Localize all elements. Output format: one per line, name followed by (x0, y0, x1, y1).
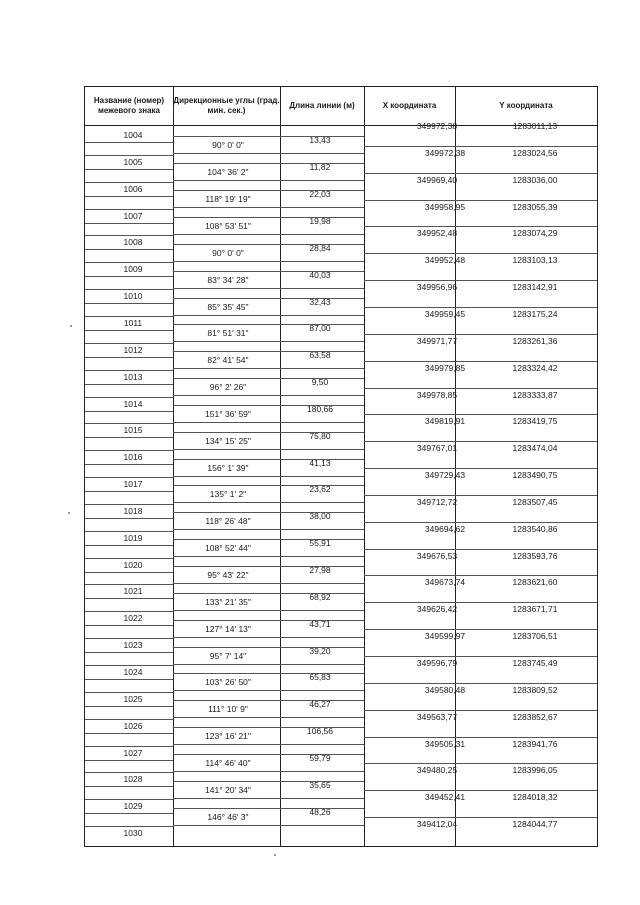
row-divider (85, 625, 173, 626)
row-divider (85, 772, 173, 773)
scan-speck (68, 512, 70, 514)
row-divider (173, 244, 364, 245)
row-divider (85, 209, 173, 210)
row-divider (173, 664, 364, 665)
row-divider (173, 529, 364, 530)
line-length: 38,00 (309, 511, 331, 522)
row-divider (364, 522, 597, 523)
row-divider (364, 253, 597, 254)
x-coordinate: 349767,01 (416, 443, 458, 454)
row-divider (173, 449, 364, 450)
direction-angle: 104° 36' 2" (207, 167, 249, 178)
point-name: 1022 (123, 613, 143, 624)
row-divider (85, 504, 173, 505)
row-divider (173, 432, 364, 433)
line-length: 19,98 (309, 215, 331, 226)
y-coordinate: 1283011,13 (512, 121, 558, 131)
point-name: 1008 (123, 237, 143, 248)
point-name: 1025 (123, 693, 143, 704)
y-coordinate: 1283490,75 (512, 470, 558, 481)
y-coordinate: 1283996,05 (512, 765, 558, 776)
header-length: Длина линии (м) (289, 101, 355, 110)
row-divider (85, 665, 173, 666)
row-divider (85, 289, 173, 290)
scan-speck (70, 325, 72, 327)
y-coordinate: 1283333,87 (512, 389, 558, 400)
x-coordinate: 349580,48 (424, 684, 466, 695)
point-name: 1016 (123, 452, 143, 463)
y-coordinate: 1283175,24 (512, 308, 558, 319)
row-divider (173, 556, 364, 557)
y-coordinate: 1283745,49 (512, 658, 558, 668)
row-divider (364, 146, 597, 147)
point-name: 1011 (123, 317, 143, 328)
direction-angle: 141° 20' 34" (205, 784, 251, 795)
point-name: 1020 (123, 559, 143, 570)
y-coordinate: 1283671,71 (512, 604, 558, 615)
x-coordinate: 349979,85 (424, 362, 466, 373)
row-divider (173, 261, 364, 262)
direction-angle: 103° 26' 50" (205, 677, 251, 688)
row-divider (173, 744, 364, 745)
row-divider (85, 397, 173, 398)
point-name: 1004 (123, 130, 143, 140)
y-coordinate: 1283036,00 (512, 174, 558, 185)
line-length: 59,79 (309, 752, 331, 763)
row-divider (173, 673, 364, 674)
line-length: 9,50 (311, 377, 329, 388)
point-name: 1014 (123, 398, 143, 409)
row-divider (85, 384, 173, 385)
row-divider (85, 813, 173, 814)
row-divider (364, 361, 597, 362)
x-coordinate: 349729,43 (424, 470, 466, 481)
row-divider (173, 271, 364, 272)
direction-angle: 81° 51' 31" (207, 328, 249, 339)
row-divider (85, 223, 173, 224)
direction-angle: 90° 0' 0" (212, 140, 244, 151)
row-divider (173, 368, 364, 369)
y-coordinate: 1283540,86 (512, 523, 558, 534)
row-divider (85, 142, 173, 143)
row-divider (85, 411, 173, 412)
row-divider (173, 485, 364, 486)
row-divider (173, 637, 364, 638)
row-divider (85, 826, 173, 827)
row-divider (173, 700, 364, 701)
row-divider (85, 692, 173, 693)
row-divider (173, 351, 364, 352)
row-divider (173, 217, 364, 218)
row-divider (173, 190, 364, 191)
x-coordinate: 349412,04 (416, 819, 458, 830)
row-divider (173, 298, 364, 299)
row-divider (173, 315, 364, 316)
x-coordinate: 349978,85 (416, 389, 458, 400)
point-name: 1027 (123, 747, 143, 758)
y-coordinate: 1283941,76 (512, 738, 558, 749)
row-divider (85, 464, 173, 465)
direction-angle: 135° 1' 2" (209, 489, 247, 500)
line-length: 48,26 (309, 806, 331, 817)
row-divider (173, 566, 364, 567)
x-coordinate: 349959,45 (424, 308, 466, 319)
y-coordinate: 1283142,91 (512, 282, 558, 293)
row-divider (85, 357, 173, 358)
row-divider (173, 808, 364, 809)
header-x: X координата (382, 101, 437, 110)
x-coordinate: 349505,31 (424, 738, 466, 749)
y-coordinate: 1284018,32 (512, 792, 558, 803)
direction-angle: 134° 15' 25" (205, 435, 251, 446)
row-divider (364, 200, 597, 201)
y-coordinate: 1283103,13 (512, 255, 558, 266)
direction-angle: 133° 21' 35" (205, 596, 251, 607)
direction-angle: 111° 10' 9" (208, 704, 248, 715)
row-divider (85, 558, 173, 559)
x-coordinate: 349673,74 (424, 577, 466, 588)
point-name: 1021 (123, 586, 143, 597)
direction-angle: 118° 26' 48" (205, 516, 251, 527)
row-divider (364, 549, 597, 550)
row-divider (85, 316, 173, 317)
row-divider (85, 196, 173, 197)
line-length: 35,65 (309, 779, 331, 790)
direction-angle: 96° 2' 26" (209, 382, 247, 393)
line-length: 87,00 (309, 323, 331, 334)
line-length: 22,03 (309, 189, 331, 200)
row-divider (364, 710, 597, 711)
point-name: 1009 (123, 264, 143, 275)
direction-angle: 95° 43' 22" (207, 570, 249, 581)
row-divider (85, 235, 173, 236)
row-divider (173, 690, 364, 691)
y-coordinate: 1283706,51 (512, 631, 558, 642)
row-divider (85, 303, 173, 304)
row-divider (173, 583, 364, 584)
point-name: 1026 (123, 720, 143, 731)
row-divider (173, 324, 364, 325)
direction-angle: 146° 46' 3" (207, 811, 249, 822)
y-coordinate: 1283261,36 (512, 335, 558, 346)
row-divider (364, 441, 597, 442)
x-coordinate: 349956,96 (416, 282, 458, 293)
row-divider (85, 531, 173, 532)
row-divider (173, 771, 364, 772)
row-divider (173, 163, 364, 164)
line-length: 55,91 (309, 538, 331, 549)
point-name: 1007 (123, 210, 143, 221)
y-coordinate: 1283055,39 (512, 201, 558, 212)
y-coordinate: 1283419,75 (512, 416, 558, 427)
row-divider (364, 790, 597, 791)
x-coordinate: 349952,48 (416, 228, 458, 239)
point-name: 1018 (123, 505, 143, 516)
row-divider (173, 825, 364, 826)
row-divider (173, 395, 364, 396)
direction-angle: 83° 34' 28" (207, 274, 249, 285)
point-name: 1012 (123, 344, 143, 355)
boundary-coordinates-table (84, 86, 598, 847)
row-divider (173, 378, 364, 379)
row-divider (85, 330, 173, 331)
point-name: 1019 (123, 532, 143, 543)
row-divider (85, 799, 173, 800)
y-coordinate: 1283474,04 (512, 443, 558, 454)
row-divider (364, 468, 597, 469)
row-divider (85, 370, 173, 371)
point-name: 1005 (123, 156, 143, 167)
row-divider (85, 450, 173, 451)
x-coordinate: 349971,77 (416, 335, 458, 346)
scan-speck (274, 854, 276, 856)
row-divider (173, 207, 364, 208)
row-divider (364, 737, 597, 738)
direction-angle: 90° 0' 0" (212, 247, 244, 258)
header-y: Y координата (499, 101, 553, 110)
x-coordinate: 349596,79 (416, 658, 458, 668)
row-divider (85, 262, 173, 263)
row-divider (173, 405, 364, 406)
row-divider (85, 611, 173, 612)
header-angle: Дирекционные углы (град. мин. сек.) (173, 96, 280, 115)
row-divider (85, 679, 173, 680)
row-divider (173, 502, 364, 503)
row-divider (85, 518, 173, 519)
row-divider (173, 180, 364, 181)
row-divider (173, 727, 364, 728)
row-divider (85, 343, 173, 344)
y-coordinate: 1283852,67 (512, 711, 558, 722)
row-divider (173, 288, 364, 289)
y-coordinate: 1283593,76 (512, 550, 558, 561)
row-divider (173, 717, 364, 718)
row-divider (85, 437, 173, 438)
line-length: 65,83 (309, 672, 331, 683)
row-divider (85, 572, 173, 573)
direction-angle: 118° 19' 19" (205, 194, 251, 205)
x-coordinate: 349452,41 (424, 792, 466, 803)
row-divider (85, 598, 173, 599)
row-divider (173, 647, 364, 648)
x-coordinate: 349972,38 (424, 147, 466, 158)
row-divider (85, 706, 173, 707)
direction-angle: 151° 36' 59" (205, 408, 251, 419)
row-divider (364, 280, 597, 281)
row-divider (85, 155, 173, 156)
y-coordinate: 1283809,52 (512, 684, 558, 695)
row-divider (85, 182, 173, 183)
row-divider (364, 388, 597, 389)
row-divider (364, 173, 597, 174)
row-divider (364, 817, 597, 818)
point-name: 1015 (123, 425, 143, 436)
y-coordinate: 1283324,42 (512, 362, 558, 373)
row-divider (85, 169, 173, 170)
x-coordinate: 349480,25 (416, 765, 458, 776)
row-divider (85, 249, 173, 250)
point-name: 1030 (123, 828, 143, 839)
row-divider (173, 798, 364, 799)
y-coordinate: 1283621,60 (512, 577, 558, 588)
row-divider (364, 602, 597, 603)
line-length: 180,66 (307, 403, 333, 414)
row-divider (173, 754, 364, 755)
x-coordinate: 349958,95 (424, 201, 466, 212)
direction-angle: 108° 52' 44" (205, 543, 251, 554)
row-divider (364, 575, 597, 576)
row-divider (364, 226, 597, 227)
x-coordinate: 349712,72 (416, 496, 458, 507)
y-coordinate: 1284044,77 (512, 819, 558, 830)
line-length: 41,13 (309, 457, 331, 468)
line-length: 32,43 (309, 296, 331, 307)
point-name: 1028 (123, 774, 143, 785)
x-coordinate: 349626,42 (416, 604, 458, 615)
x-coordinate: 349563,77 (416, 711, 458, 722)
line-length: 43,71 (309, 618, 331, 629)
row-divider (173, 476, 364, 477)
line-length: 27,98 (309, 565, 331, 576)
header-name: Название (номер) межевого знака (93, 96, 165, 115)
row-divider (85, 746, 173, 747)
row-divider (85, 276, 173, 277)
direction-angle: 108° 53' 51" (205, 220, 251, 231)
row-divider (173, 459, 364, 460)
row-divider (85, 733, 173, 734)
row-divider (85, 719, 173, 720)
point-name: 1017 (123, 479, 143, 490)
line-length: 106,56 (307, 726, 333, 737)
direction-angle: 95° 7' 14" (209, 650, 247, 661)
y-coordinate: 1283024,56 (512, 147, 558, 158)
point-name: 1023 (123, 640, 143, 651)
y-coordinate: 1283074,29 (512, 228, 558, 239)
row-divider (173, 781, 364, 782)
line-length: 23,62 (309, 484, 331, 495)
row-divider (85, 652, 173, 653)
row-divider (173, 341, 364, 342)
row-divider (173, 610, 364, 611)
line-length: 75,80 (309, 430, 331, 441)
x-coordinate: 349972,38 (416, 121, 458, 131)
row-divider (173, 539, 364, 540)
row-divider (364, 763, 597, 764)
x-coordinate: 349599,97 (424, 631, 466, 642)
row-divider (85, 545, 173, 546)
line-length: 68,92 (309, 591, 331, 602)
direction-angle: 85° 35' 45" (207, 301, 249, 312)
row-divider (173, 234, 364, 235)
x-coordinate: 349819,91 (424, 416, 466, 427)
row-divider (85, 477, 173, 478)
direction-angle: 123° 16' 21" (205, 731, 251, 742)
point-name: 1013 (123, 371, 143, 382)
column-divider (364, 87, 365, 846)
row-divider (364, 629, 597, 630)
row-divider (85, 423, 173, 424)
row-divider (364, 334, 597, 335)
point-name: 1029 (123, 801, 143, 812)
row-divider (173, 153, 364, 154)
direction-angle: 82° 41' 54" (207, 355, 249, 366)
y-coordinate: 1283507,45 (512, 496, 558, 507)
row-divider (85, 584, 173, 585)
row-divider (173, 512, 364, 513)
row-divider (364, 683, 597, 684)
row-divider (173, 422, 364, 423)
direction-angle: 156° 1' 39" (207, 462, 249, 473)
row-divider (364, 495, 597, 496)
direction-angle: 114° 46' 40" (205, 757, 251, 768)
point-name: 1006 (123, 183, 143, 194)
point-name: 1010 (123, 291, 143, 302)
point-name: 1024 (123, 667, 143, 677)
row-divider (85, 491, 173, 492)
row-divider (85, 760, 173, 761)
line-length: 63,58 (309, 350, 331, 361)
x-coordinate: 349952,48 (424, 255, 466, 266)
line-length: 13,43 (309, 135, 331, 146)
line-length: 11,82 (309, 162, 331, 173)
x-coordinate: 349694,62 (424, 523, 466, 534)
row-divider (173, 620, 364, 621)
line-length: 39,20 (309, 645, 331, 656)
row-divider (364, 307, 597, 308)
line-length: 40,03 (309, 269, 331, 280)
row-divider (173, 593, 364, 594)
row-divider (85, 638, 173, 639)
row-divider (364, 414, 597, 415)
row-divider (364, 656, 597, 657)
x-coordinate: 349676,53 (416, 550, 458, 561)
row-divider (173, 136, 364, 137)
direction-angle: 127° 14' 13" (205, 623, 251, 634)
row-divider (85, 786, 173, 787)
line-length: 46,27 (309, 699, 331, 710)
line-length: 28,84 (309, 242, 331, 253)
x-coordinate: 349969,40 (416, 174, 458, 185)
